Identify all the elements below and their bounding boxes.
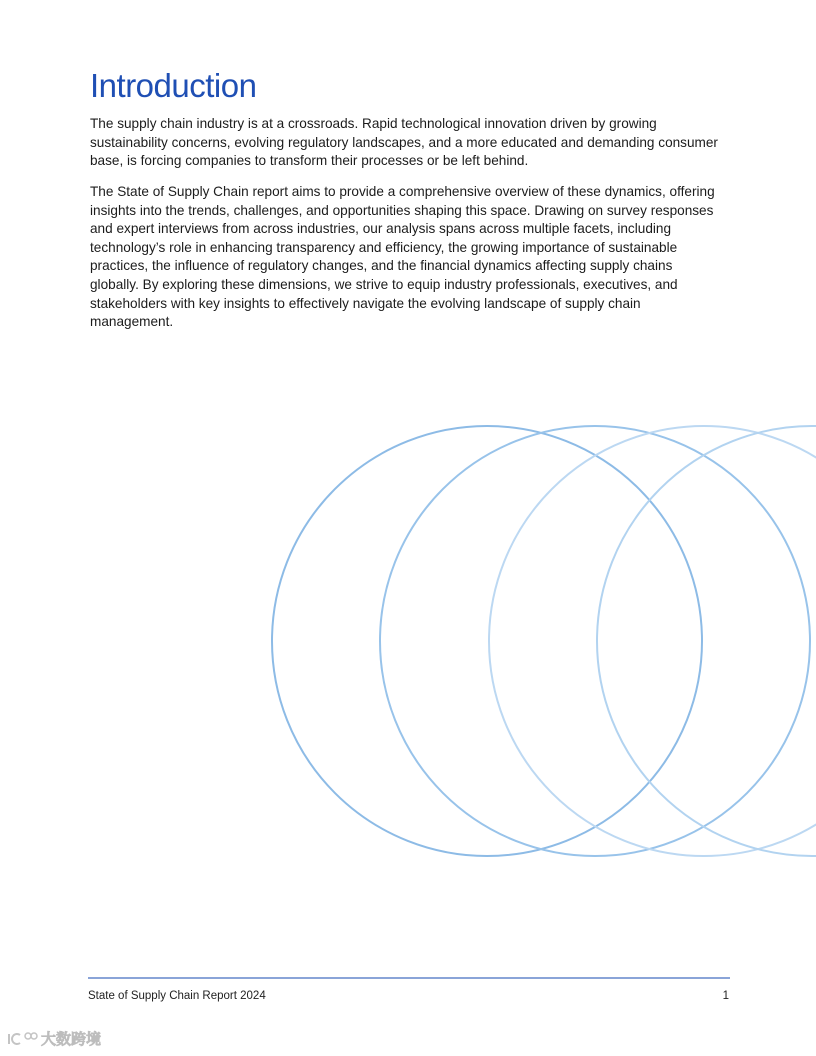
- decorative-circle-4: [597, 426, 816, 856]
- decorative-circle-2: [380, 426, 810, 856]
- footer-page-number: 1: [722, 990, 729, 1002]
- watermark-text: 大数跨境: [41, 1031, 102, 1048]
- intro-paragraph-2: The State of Supply Chain report aims to provide a comprehensive overview of these dynamics, offering insights into the trends, challenges, and opportunities shaping this space. Drawing on survey responses and expert interviews from across industries, our analysis spans across multiple facets, including technology’s role in enhancing transparency and efficiency, the growing importance of sustainable practices, the influence of regulatory changes, and the financial dynamics affecting supply chains globally. By exploring these dimensions, we strive to equip industry professionals, executives, and stakeholders with key insights to effectively navigate the evolving landscape of supply chain management.: [90, 184, 715, 330]
- page-title: Introduction: [90, 67, 257, 104]
- footer-report-name: State of Supply Chain Report 2024: [88, 990, 266, 1002]
- watermark-logo-icon: [6, 1030, 38, 1048]
- watermark: [6, 1028, 101, 1049]
- footer-divider: [88, 977, 730, 979]
- decorative-circle-1: [272, 426, 702, 856]
- intro-paragraph-1: The supply chain industry is at a crossroads. Rapid technological innovation driven by growing sustainability concerns, evolving regulatory landscapes, and a more educated and demanding consumer base, is forcing companies to transform their processes or be left behind.: [90, 116, 718, 169]
- decorative-circle-3: [489, 426, 816, 856]
